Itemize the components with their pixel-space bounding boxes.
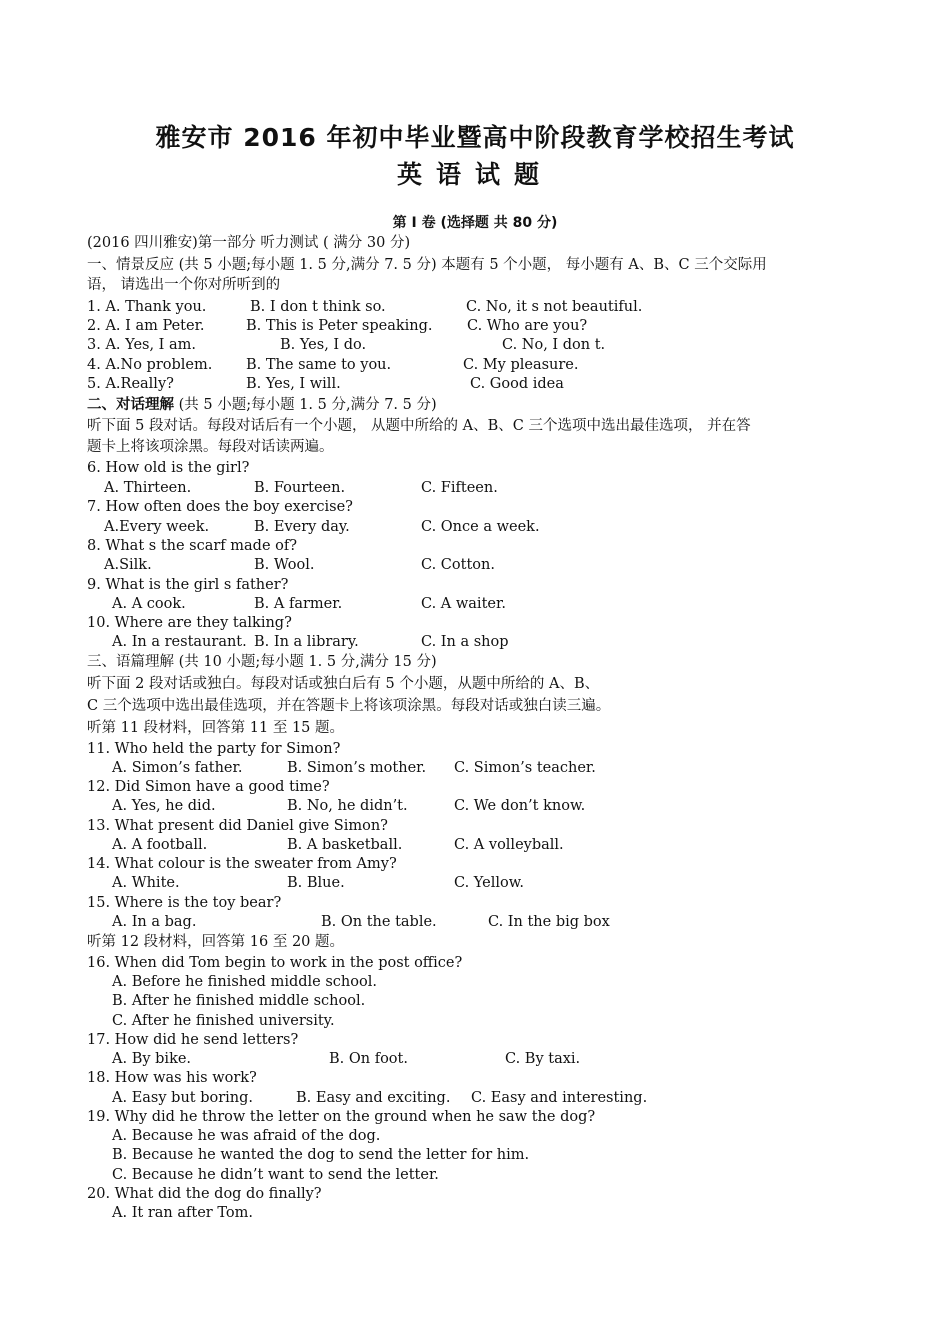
q19-option-b: B. Because he wanted the dog to send the letter for him. bbox=[112, 1147, 530, 1163]
q4-option-c: C. My pleasure. bbox=[463, 357, 579, 373]
q8-option-c: C. Cotton. bbox=[421, 557, 495, 573]
subject-title: 英语试题 bbox=[396, 160, 553, 189]
q15-option-b: B. On the table. bbox=[321, 914, 437, 930]
q8-option-a: A.Silk. bbox=[104, 557, 152, 573]
q16-option-a: A. Before he finished middle school. bbox=[112, 974, 377, 990]
q20-option-a: A. It ran after Tom. bbox=[112, 1205, 253, 1221]
q16-text: 16. When did Tom begin to work in the post office? bbox=[87, 955, 463, 971]
exam-title: 雅安市 2016 年初中毕业暨高中阶段教育学校招生考试 bbox=[155, 123, 795, 152]
q13-option-b: B. A basketball. bbox=[287, 837, 403, 853]
q17-text: 17. How did he send letters? bbox=[87, 1032, 299, 1048]
q12-option-b: B. No, he didn’t. bbox=[287, 798, 408, 814]
q14-option-b: B. Blue. bbox=[287, 875, 345, 891]
q12-text: 12. Did Simon have a good time? bbox=[87, 779, 330, 795]
section2-header-scoring: (共 5 小题;每小题 1. 5 分,满分 7. 5 分) bbox=[174, 397, 437, 413]
q18-text: 18. How was his work? bbox=[87, 1070, 257, 1086]
q14-option-c: C. Yellow. bbox=[454, 875, 524, 891]
q10-option-c: C. In a shop bbox=[421, 634, 509, 650]
q17-option-b: B. On foot. bbox=[329, 1051, 408, 1067]
q2-option-b: B. This is Peter speaking. bbox=[246, 318, 433, 334]
q3-option-b: B. Yes, I do. bbox=[280, 337, 367, 353]
q19-text: 19. Why did he throw the letter on the ground when he saw the dog? bbox=[87, 1109, 596, 1125]
q20-text: 20. What did the dog do finally? bbox=[87, 1186, 322, 1202]
material-11-note: 听第 11 段材料，回答第 11 至 15 题。 bbox=[87, 720, 345, 736]
q2-option-c: C. Who are you? bbox=[467, 318, 588, 334]
q7-text: 7. How often does the boy exercise? bbox=[87, 499, 353, 515]
q9-text: 9. What is the girl s father? bbox=[87, 577, 289, 593]
q8-option-b: B. Wool. bbox=[254, 557, 315, 573]
q18-option-a: A. Easy but boring. bbox=[112, 1090, 254, 1106]
q1-option-a: 1. A. Thank you. bbox=[87, 299, 207, 315]
q7-option-b: B. Every day. bbox=[254, 519, 350, 535]
q15-option-a: A. In a bag. bbox=[112, 914, 197, 930]
q7-option-a: A.Every week. bbox=[104, 519, 210, 535]
q3-option-a: 3. A. Yes, I am. bbox=[87, 337, 197, 353]
q5-option-c: C. Good idea bbox=[470, 376, 564, 392]
q1-option-c: C. No, it s not beautiful. bbox=[466, 299, 643, 315]
q16-option-b: B. After he finished middle school. bbox=[112, 993, 366, 1009]
q9-option-a: A. A cook. bbox=[112, 596, 186, 612]
q11-option-b: B. Simon’s mother. bbox=[287, 760, 427, 776]
q15-text: 15. Where is the toy bear? bbox=[87, 895, 282, 911]
section3-instruction-cont: C 三个选项中选出最佳选项，并在答题卡上将该项涂黑。每段对话或独白读三遍。 bbox=[87, 698, 611, 714]
q6-option-c: C. Fifteen. bbox=[421, 480, 498, 496]
q18-option-c: C. Easy and interesting. bbox=[471, 1090, 648, 1106]
q6-option-a: A. Thirteen. bbox=[104, 480, 192, 496]
q1-option-b: B. I don t think so. bbox=[250, 299, 386, 315]
section3-instruction: 听下面 2 段对话或独白。每段对话或独白后有 5 个小题，从题中所给的 A、B、 bbox=[87, 676, 600, 692]
q10-text: 10. Where are they talking? bbox=[87, 615, 292, 631]
q13-text: 13. What present did Daniel give Simon? bbox=[87, 818, 388, 834]
q6-text: 6. How old is the girl? bbox=[87, 460, 250, 476]
q9-option-b: B. A farmer. bbox=[254, 596, 343, 612]
q4-option-b: B. The same to you. bbox=[246, 357, 392, 373]
q12-option-c: C. We don’t know. bbox=[454, 798, 586, 814]
source-line: (2016 四川雅安)第一部分 听力测试 ( 满分 30 分) bbox=[87, 235, 411, 251]
q14-option-a: A. White. bbox=[112, 875, 180, 891]
q13-option-a: A. A football. bbox=[112, 837, 208, 853]
part-header: 第 I 卷 (选择题 共 80 分) bbox=[392, 215, 558, 231]
q12-option-a: A. Yes, he did. bbox=[112, 798, 216, 814]
q9-option-c: C. A waiter. bbox=[421, 596, 506, 612]
q3-option-c: C. No, I don t. bbox=[502, 337, 606, 353]
q17-option-c: C. By taxi. bbox=[505, 1051, 581, 1067]
section2-instruction: 听下面 5 段对话。每段对话后有一个小题， 从题中所给的 A、B、C 三个选项中选出最佳选项， 并在答 bbox=[87, 418, 751, 434]
q18-option-b: B. Easy and exciting. bbox=[296, 1090, 451, 1106]
q16-option-c: C. After he finished university. bbox=[112, 1013, 335, 1029]
q11-option-a: A. Simon’s father. bbox=[112, 760, 243, 776]
q11-text: 11. Who held the party for Simon? bbox=[87, 741, 341, 757]
q19-option-a: A. Because he was afraid of the dog. bbox=[112, 1128, 381, 1144]
q5-option-a: 5. A.Really? bbox=[87, 376, 174, 392]
q7-option-c: C. Once a week. bbox=[421, 519, 540, 535]
q17-option-a: A. By bike. bbox=[112, 1051, 192, 1067]
q10-option-b: B. In a library. bbox=[254, 634, 359, 650]
q10-option-a: A. In a restaurant. bbox=[112, 634, 247, 650]
section3-header: 三、语篇理解 (共 10 小题;每小题 1. 5 分,满分 15 分) bbox=[87, 654, 437, 670]
q2-option-a: 2. A. I am Peter. bbox=[87, 318, 205, 334]
q13-option-c: C. A volleyball. bbox=[454, 837, 564, 853]
section1-header-cont: 语， 请选出一个你对所听到的 bbox=[87, 277, 281, 293]
material-12-note: 听第 12 段材料，回答第 16 至 20 题。 bbox=[87, 934, 345, 950]
q15-option-c: C. In the big box bbox=[488, 914, 610, 930]
q11-option-c: C. Simon’s teacher. bbox=[454, 760, 596, 776]
q4-option-a: 4. A.No problem. bbox=[87, 357, 213, 373]
section1-header: 一、情景反应 (共 5 小题;每小题 1. 5 分,满分 7. 5 分) 本题有 5 个小题， 每小题有 A、B、C 三个交际用 bbox=[87, 257, 767, 273]
section2-header-title: 二、对话理解 bbox=[87, 396, 174, 413]
section2-header bbox=[87, 395, 437, 415]
q6-option-b: B. Fourteen. bbox=[254, 480, 346, 496]
q14-text: 14. What colour is the sweater from Amy? bbox=[87, 856, 397, 872]
section2-instruction-cont: 题卡上将该项涂黑。每段对话读两遍。 bbox=[87, 439, 334, 455]
q5-option-b: B. Yes, I will. bbox=[246, 376, 341, 392]
q19-option-c: C. Because he didn’t want to send the letter. bbox=[112, 1167, 439, 1183]
q8-text: 8. What s the scarf made of? bbox=[87, 538, 298, 554]
